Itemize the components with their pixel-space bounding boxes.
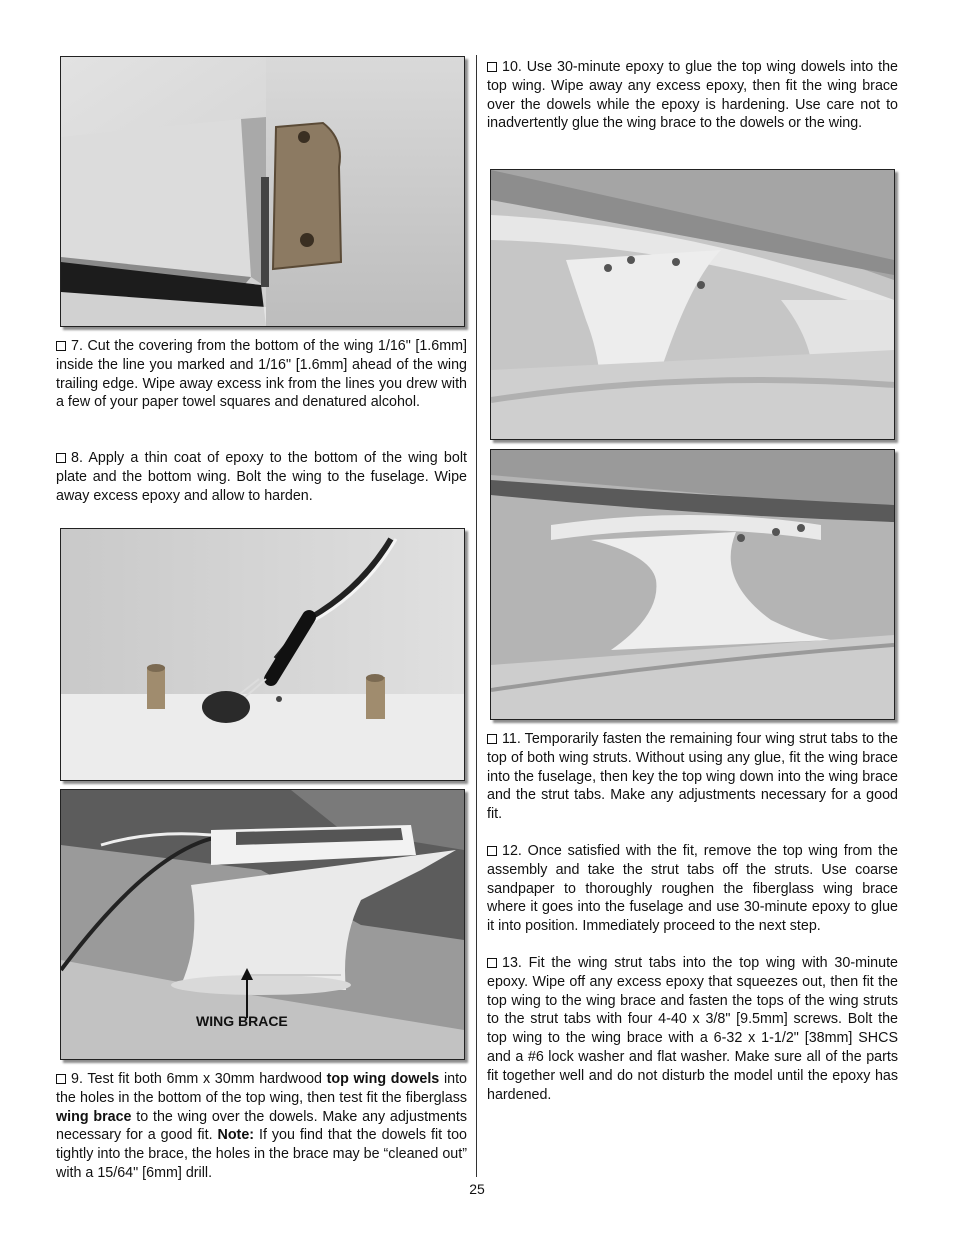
checkbox-icon[interactable] <box>487 734 497 744</box>
page-number: 25 <box>469 1181 485 1197</box>
column-divider <box>476 55 477 1177</box>
arrow-up-icon <box>240 968 254 1018</box>
checkbox-icon[interactable] <box>487 958 497 968</box>
step-7-text: 7. Cut the covering from the bottom of the wing 1/16" [1.6mm] inside the line you marked and 1/16" [1.6mm] ahead of the wing trailing edge. Wipe away excess ink from the lines you drew with a few of your paper towel squares and denatured alcohol. <box>56 338 467 411</box>
step-9-text: 9. Test fit both 6mm x 30mm hardwood top wing dowels into the holes in the bottom of the top wing, then test fit the fiberglass wing brace to the wing over the dowels. Make any adjustments necessary for a good fit. Note: If you find that the dowels fit too tightly into the brace, the holes in the brace may be “cleaned out” with a 15/64" [6mm] drill. <box>56 1071 467 1181</box>
photo-top-wing-on-brace <box>490 169 895 440</box>
step-8-text: 8. Apply a thin coat of epoxy to the bottom of the wing bolt plate and the bottom wing. Bolt the wing to the fuselage. Wipe away excess epoxy and allow to harden. <box>56 450 467 504</box>
checkbox-icon[interactable] <box>56 341 66 351</box>
photo-wing-brace-closeup <box>490 449 895 720</box>
step-12-text: 12. Once satisfied with the fit, remove the top wing from the assembly and take the strut tabs off the struts. Use coarse sandpaper to thoroughly roughen the fiberglass wing brace where it goes into the fuselage and use 30-minute epoxy to glue it into position. Immediately proceed to the next step. <box>487 843 898 935</box>
step-11-text: 11. Temporarily fasten the remaining four wing strut tabs to the top of both wing struts. Without using any glue, fit the wing brace into the fuselage, then key the top wing down into the wing brace and the strut tabs. Make any adjustments necessary for a good fit. <box>487 731 898 823</box>
checkbox-icon[interactable] <box>56 1074 66 1084</box>
checkbox-icon[interactable] <box>56 453 66 463</box>
wing-brace-label: WING BRACE <box>196 1013 288 1029</box>
photo-wing-bolt-plate <box>60 56 465 327</box>
checkbox-icon[interactable] <box>487 62 497 72</box>
step-13-text: 13. Fit the wing strut tabs into the top wing with 30-minute epoxy. Wipe off any excess epoxy that squeezes out, then fit the top wing to the wing brace and fasten the tops of the wing struts to the strut tabs with four 4-40 x 3/8" [9.5mm] screws. Bolt the top wing to the wing brace with a 6-32 x 1-1/2" [38mm] SHCS and a #6 lock washer and flat washer. Make sure all of the parts fit together well and do not disturb the model until the epoxy has hardened. <box>487 955 898 1103</box>
step-10-text: 10. Use 30-minute epoxy to glue the top wing dowels into the top wing. Wipe away any excess epoxy, then fit the wing brace over the dowels while the epoxy is hardening. Use care not to inadvertently glue the wing brace to the dowels or the wing. <box>487 59 898 132</box>
checkbox-icon[interactable] <box>487 846 497 856</box>
photo-dowels-and-wire <box>60 528 465 781</box>
